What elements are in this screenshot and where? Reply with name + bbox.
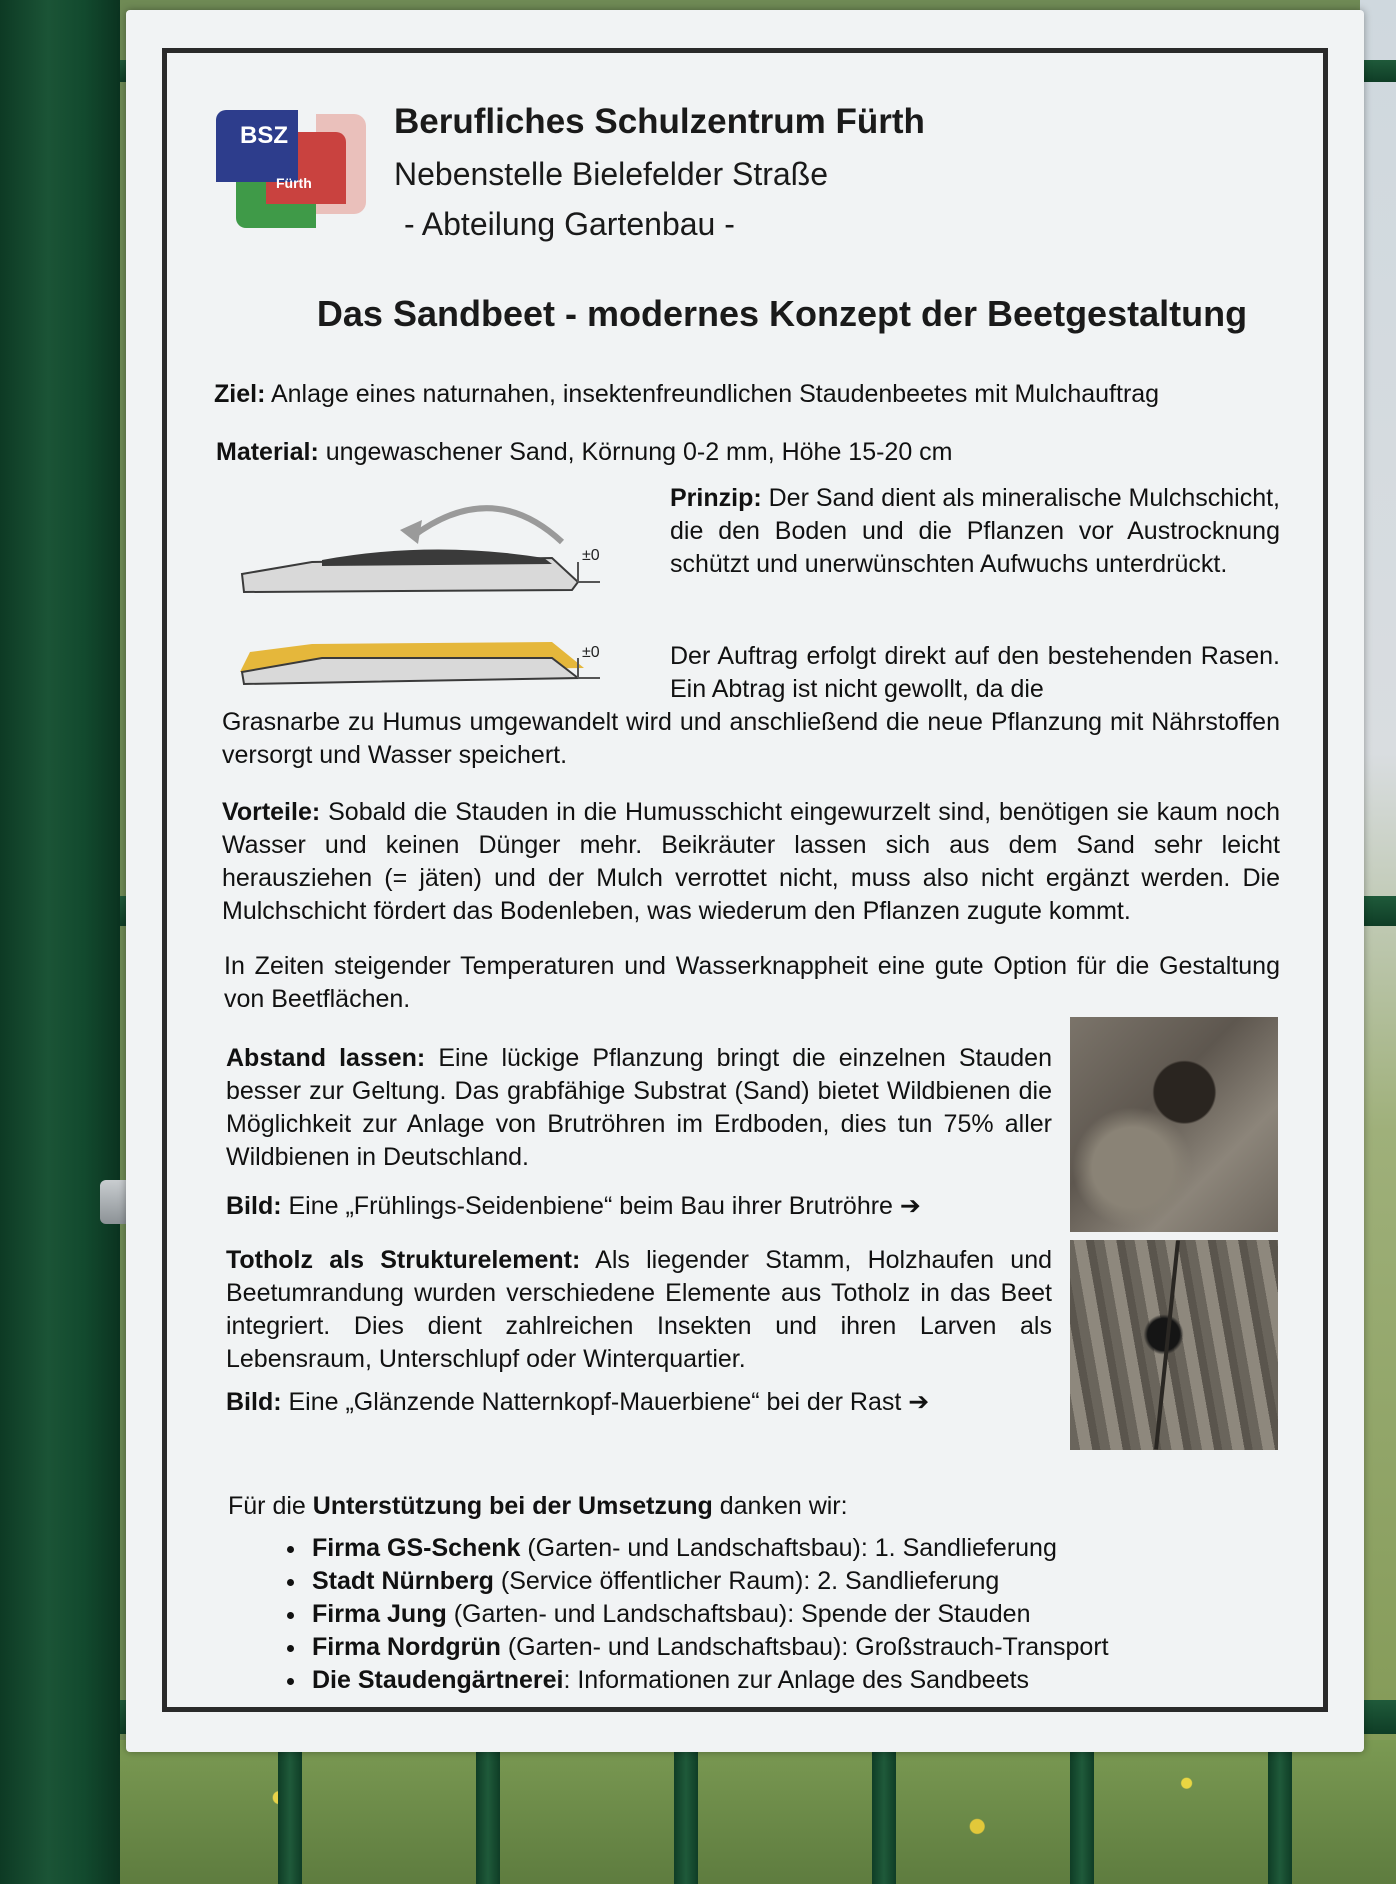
sponsor-item: • Stadt Nürnberg (Service öffentlicher Raum): 2. Sandlieferung [308, 1565, 1109, 1598]
climate-text: In Zeiten steigender Temperaturen und Wasserknappheit eine gute Option für die Gestaltung von Beetflächen. [224, 952, 1280, 1013]
layer-diagram [232, 482, 652, 712]
level-label-top: ±0 [582, 547, 600, 564]
principle-text: Prinzip: Der Sand dient als mineralische Mulchschicht, die den Boden und die Pflanzen vor Austrocknung schützt und unerwünschten Aufwuchs unterdrückt. [670, 484, 1280, 578]
goal-text: Ziel: Anlage eines naturnahen, insektenfreundlichen Staudenbeetes mit Mulchauftrag [214, 380, 1160, 408]
background-sky [1360, 0, 1396, 1884]
department-name: - Abteilung Gartenbau - [404, 206, 735, 242]
school-name: Berufliches Schulzentrum Fürth [394, 102, 925, 141]
sponsor-item: • Firma Nordgrün (Garten- und Landschaftsbau): Großstrauch-Transport [308, 1631, 1109, 1664]
level-label-bottom: ±0 [582, 644, 600, 661]
advantages-text: Vorteile: Sobald die Stauden in die Humusschicht eingewurzelt sind, benötigen sie kaum noch Wasser und keinen Dünger mehr. Beikräuter lassen sich aus dem Sand sehr leicht herausziehen (= jäten) und der Mulch verrottet nicht, muss also nicht ergänzt werden. Die Mulchschicht fördert das Bodenleben, was wiederum den Pflanzen zugute kommt. [222, 798, 1280, 925]
material-text: Material: ungewaschener Sand, Körnung 0-2 mm, Höhe 15-20 cm [216, 438, 953, 466]
sign-title: Das Sandbeet - modernes Konzept der Beetgestaltung [316, 293, 1248, 334]
fence-bar [1268, 1740, 1292, 1884]
school-logo: BSZ Fürth [216, 102, 366, 237]
application-text-b: Grasnarbe zu Humus umgewandelt wird und anschließend die neue Pflanzung mit Nährstoffen versorgt und Wasser speichert. [222, 708, 1280, 769]
sponsor-item: • Firma Jung (Garten- und Landschaftsbau): Spende der Stauden [308, 1598, 1109, 1631]
info-sign [126, 10, 1364, 1752]
fence-bar [674, 1740, 698, 1884]
sponsor-item: • Firma GS-Schenk (Garten- und Landschaftsbau): 1. Sandlieferung [308, 1532, 1109, 1565]
branch-name: Nebenstelle Bielefelder Straße [394, 156, 829, 192]
arrow-head [400, 520, 422, 544]
application-text-a: Der Auftrag erfolgt direkt auf den bestehenden Rasen. Ein Abtrag ist nicht gewollt, da die [670, 642, 1280, 703]
fence-bar [1070, 1740, 1094, 1884]
sponsor-item: • Die Staudengärtnerei: Informationen zur Anlage des Sandbeets [308, 1664, 1109, 1697]
sand-heap [322, 549, 552, 566]
deadwood-text: Totholz als Strukturelement: Als liegender Stamm, Holzhaufen und Beetumrandung wurden verschiedene Elemente aus Totholz in das Beet integriert. Dies dient zahlreichen Insekten und ihren Larven als Lebensraum, Unterschlupf oder Winterquartier. [226, 1246, 1052, 1373]
fence-bar [872, 1740, 896, 1884]
background-flowers [0, 1740, 1396, 1884]
spacing-caption: Bild: Eine „Frühlings-Seidenbiene“ beim Bau ihrer Brutröhre ➔ [226, 1192, 921, 1220]
spacing-text: Abstand lassen: Eine lückige Pflanzung bringt die einzelnen Stauden besser zur Geltung. Das grabfähige Substrat (Sand) bietet Wildbienen die Möglichkeit zur Anlage von Brutröhren im Erdboden, dies tun 75% aller Wildbienen in Deutschland. [226, 1044, 1052, 1171]
fence-bar [278, 1740, 302, 1884]
sponsor-list [264, 1532, 1109, 1697]
arrow-curve [412, 508, 562, 542]
fence-post [0, 0, 120, 1884]
photo-spring-silk-bee [1070, 1017, 1278, 1232]
photo-mason-bee [1070, 1240, 1278, 1450]
thanks-heading: Für die Unterstützung bei der Umsetzung danken wir: [228, 1492, 848, 1520]
fence-bar [476, 1740, 500, 1884]
deadwood-caption: Bild: Eine „Glänzende Natternkopf-Mauerbiene“ bei der Rast ➔ [226, 1388, 930, 1416]
